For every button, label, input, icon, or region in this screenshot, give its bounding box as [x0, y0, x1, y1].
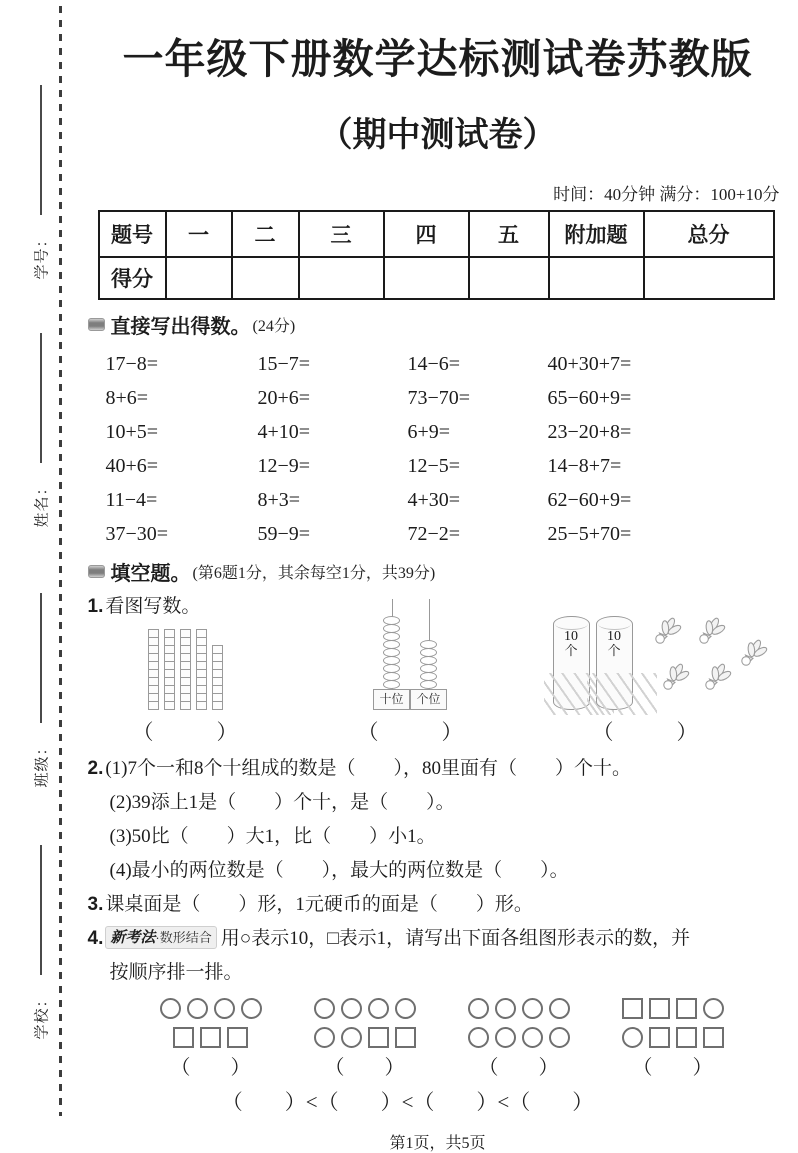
- question-1-figures: [133, 630, 788, 746]
- section-two-points: (第6题1分，其余每空1分，共39分): [193, 560, 436, 583]
- write-line: [40, 333, 42, 463]
- circle-shape: [187, 998, 208, 1019]
- square-shape: [649, 998, 670, 1019]
- tube-label-top: 10: [607, 629, 621, 644]
- square-shape: [368, 1027, 389, 1048]
- score-table-body: [99, 211, 774, 299]
- square-shape: [649, 1027, 670, 1048]
- shuttlecock-tube: [596, 616, 633, 710]
- tube-label-bottom: 个: [564, 644, 577, 658]
- shape-group: [622, 998, 724, 1080]
- arith-problem: 20+6=: [258, 381, 408, 415]
- abacus-rods: [373, 599, 447, 689]
- question-4-line-2: 按顺序排一排。: [88, 956, 788, 990]
- tens-place-label: 十位: [373, 689, 410, 710]
- section-two-heading: [88, 557, 788, 586]
- question-2-number: 2.: [88, 758, 104, 779]
- question-2-line-4: (4)最小的两位数是（ ），最大的两位数是（ ）。: [88, 854, 788, 888]
- ones-place-label: 个位: [410, 689, 447, 710]
- ten-stick: [196, 630, 207, 710]
- circle-shape: [214, 998, 235, 1019]
- section-badge-icon: [88, 318, 105, 331]
- circle-shape: [468, 998, 489, 1019]
- ten-stick: [148, 630, 159, 710]
- arith-problem: 59−9=: [258, 517, 408, 551]
- score-empty-cell: [166, 257, 232, 299]
- question-4-text-1: 用○表示10，□表示1，请写出下面各组图形表示的数，并: [221, 928, 690, 949]
- figure-abacus: [358, 599, 463, 746]
- arith-problem: 65−60+9=: [548, 381, 788, 415]
- circle-shape: [314, 1027, 335, 1048]
- arith-problem: 62−60+9=: [548, 483, 788, 517]
- question-2-line-1: [88, 752, 788, 786]
- question-1-number: 1.: [88, 596, 104, 617]
- write-line: [40, 845, 42, 975]
- score-table-header-cell: 三: [299, 211, 384, 257]
- circle-shape: [522, 998, 543, 1019]
- page-subtitle: （期中测试卷）: [88, 107, 788, 156]
- seal-label: 姓名：: [30, 479, 51, 527]
- arith-problem: 12−9=: [258, 449, 408, 483]
- shuttlecock-icon: [659, 662, 691, 694]
- abacus-base: [373, 689, 447, 710]
- shape-row: [314, 1027, 416, 1050]
- arith-problem: 73−70=: [408, 381, 548, 415]
- question-3-number: 3.: [88, 894, 104, 915]
- square-shape: [395, 1027, 416, 1048]
- circle-shape: [549, 1027, 570, 1048]
- square-shape: [622, 998, 643, 1019]
- unit-cube: [148, 701, 159, 710]
- tubes-and-shuttles: [553, 610, 798, 710]
- abacus-bead: [420, 680, 437, 689]
- arith-problem: 25−5+70=: [548, 517, 788, 551]
- section-one-points: (24分): [253, 313, 296, 336]
- tube-label-bottom: 个: [607, 644, 620, 658]
- circle-shape: [395, 998, 416, 1019]
- circle-shape: [341, 998, 362, 1019]
- unit-cube: [180, 701, 191, 710]
- figure-base10-blocks: [133, 630, 238, 746]
- seal-field-student-number: [21, 85, 61, 287]
- circle-shape: [703, 998, 724, 1019]
- section-badge-icon: [88, 565, 105, 578]
- score-table-header-cell: 总分: [644, 211, 774, 257]
- seal-label: 学校：: [30, 991, 51, 1039]
- score-table: [98, 210, 775, 300]
- tube-row: [553, 616, 639, 710]
- arith-problem: 8+6=: [106, 381, 258, 415]
- shape-groups: [160, 998, 788, 1080]
- score-empty-cell: [644, 257, 774, 299]
- shuttlecock-tube: [553, 616, 590, 710]
- score-empty-cell: [384, 257, 469, 299]
- page-footer: 第1页，共5页: [88, 1130, 788, 1153]
- square-shape: [173, 1027, 194, 1048]
- question-1-text: 看图写数。: [105, 596, 200, 617]
- question-2-line-3: (3)50比（ ）大1，比（ ）小1。: [88, 820, 788, 854]
- page-title: 一年级下册数学达标测试卷苏教版: [88, 26, 788, 85]
- answer-blank: （ ）: [633, 1056, 713, 1080]
- seal-field-name: [21, 333, 61, 535]
- section-one-title: 直接写出得数。: [111, 310, 251, 339]
- answer-blank: （ ）: [593, 716, 698, 746]
- score-table-header-cell: 二: [232, 211, 299, 257]
- comparison-blanks: （ ）<（ ）<（ ）<（ ）: [88, 1086, 788, 1116]
- paper-content: [88, 0, 788, 1153]
- answer-blank: （ ）: [479, 1056, 559, 1080]
- write-line: [40, 593, 42, 723]
- square-shape: [227, 1027, 248, 1048]
- score-table-header-cell: 题号: [99, 211, 166, 257]
- tens-rod: [373, 599, 410, 689]
- score-empty-cell: [232, 257, 299, 299]
- arith-problem: 12−5=: [408, 449, 548, 483]
- question-2-text-1: (1)7个一和8个十组成的数是（ ），80里面有（ ）个十。: [105, 758, 631, 779]
- arith-problem: 40+6=: [106, 449, 258, 483]
- arith-problem: 6+9=: [408, 415, 548, 449]
- shape-group: [314, 998, 416, 1080]
- circle-shape: [549, 998, 570, 1019]
- shape-row: [468, 1027, 570, 1050]
- arith-problem: 37−30=: [106, 517, 258, 551]
- unit-cube: [212, 701, 223, 710]
- circle-shape: [495, 1027, 516, 1048]
- exam-meta: 时间：40分钟 满分：100+10分: [88, 180, 788, 205]
- badge-sub-text: ·数形结合: [155, 930, 211, 945]
- arith-problem: 14−8+7=: [548, 449, 788, 483]
- section-two-title: 填空题。: [111, 557, 191, 586]
- answer-blank: （ ）: [133, 716, 238, 746]
- shuttlecock-icon: [701, 662, 733, 694]
- score-row-label: 得分: [99, 257, 166, 299]
- question-4-line-1: [88, 922, 788, 956]
- seal-field-school: [21, 845, 61, 1047]
- square-shape: [676, 1027, 697, 1048]
- score-table-score-row: [99, 257, 774, 299]
- section-one-heading: [88, 310, 788, 339]
- circle-shape: [160, 998, 181, 1019]
- circle-shape: [622, 1027, 643, 1048]
- score-empty-cell: [469, 257, 549, 299]
- circle-shape: [314, 998, 335, 1019]
- question-2-line-2: (2)39添上1是（ ）个十，是（ ）。: [88, 786, 788, 820]
- square-shape: [200, 1027, 221, 1048]
- shape-group: [468, 998, 570, 1080]
- arith-problem: 8+3=: [258, 483, 408, 517]
- shape-group: [160, 998, 262, 1080]
- square-shape: [703, 1027, 724, 1048]
- base10-blocks: [148, 630, 223, 710]
- shape-row: [314, 998, 416, 1021]
- circle-shape: [241, 998, 262, 1019]
- figure-shuttlecock-tubes: [553, 610, 798, 746]
- score-empty-cell: [299, 257, 384, 299]
- loose-shuttlecocks: [639, 610, 798, 710]
- arith-problem: 17−8=: [106, 347, 258, 381]
- question-4-number: 4.: [88, 928, 104, 949]
- exam-paper-page: [3, 0, 796, 1122]
- unit-stick: [212, 646, 223, 710]
- unit-cube: [164, 701, 175, 710]
- seal-label: 学号：: [30, 231, 51, 279]
- arith-problem: 4+10=: [258, 415, 408, 449]
- new-method-badge: [105, 926, 216, 949]
- unit-cube: [196, 701, 207, 710]
- arithmetic-grid: [88, 347, 788, 551]
- write-line: [40, 85, 42, 215]
- score-empty-cell: [549, 257, 644, 299]
- circle-shape: [495, 998, 516, 1019]
- answer-blank: （ ）: [171, 1056, 251, 1080]
- arith-problem: 23−20+8=: [548, 415, 788, 449]
- shape-row: [160, 998, 262, 1021]
- arith-problem: 11−4=: [106, 483, 258, 517]
- score-table-header-cell: 一: [166, 211, 232, 257]
- square-shape: [676, 998, 697, 1019]
- answer-blank: （ ）: [358, 716, 463, 746]
- shuttlecock-icon: [651, 616, 683, 648]
- ones-rod: [410, 599, 447, 689]
- shuttlecock-icon: [737, 638, 769, 670]
- score-table-header-row: [99, 211, 774, 257]
- question-3: [88, 888, 788, 922]
- answer-blank: （ ）: [325, 1056, 405, 1080]
- badge-main-text: 新考法: [110, 929, 155, 946]
- question-3-text: 课桌面是（ ）形，1元硬币的面是（ ）形。: [105, 894, 533, 915]
- seal-field-class: [21, 593, 61, 795]
- shape-row: [622, 998, 724, 1021]
- seal-label: 班级：: [30, 739, 51, 787]
- arith-problem: 72−2=: [408, 517, 548, 551]
- shape-row: [173, 1027, 248, 1050]
- score-table-header-cell: 四: [384, 211, 469, 257]
- circle-shape: [522, 1027, 543, 1048]
- shuttlecock-icon: [695, 616, 727, 648]
- arith-problem: 10+5=: [106, 415, 258, 449]
- shape-row: [622, 1027, 724, 1050]
- tube-label-top: 10: [564, 629, 578, 644]
- abacus-bead: [383, 680, 400, 689]
- circle-shape: [341, 1027, 362, 1048]
- arith-problem: 15−7=: [258, 347, 408, 381]
- ten-stick: [164, 630, 175, 710]
- arith-problem: 40+30+7=: [548, 347, 788, 381]
- ten-stick: [180, 630, 191, 710]
- circle-shape: [468, 1027, 489, 1048]
- score-table-header-cell: 附加题: [549, 211, 644, 257]
- arith-problem: 14−6=: [408, 347, 548, 381]
- arith-problem: 4+30=: [408, 483, 548, 517]
- score-table-header-cell: 五: [469, 211, 549, 257]
- shape-row: [468, 998, 570, 1021]
- circle-shape: [368, 998, 389, 1019]
